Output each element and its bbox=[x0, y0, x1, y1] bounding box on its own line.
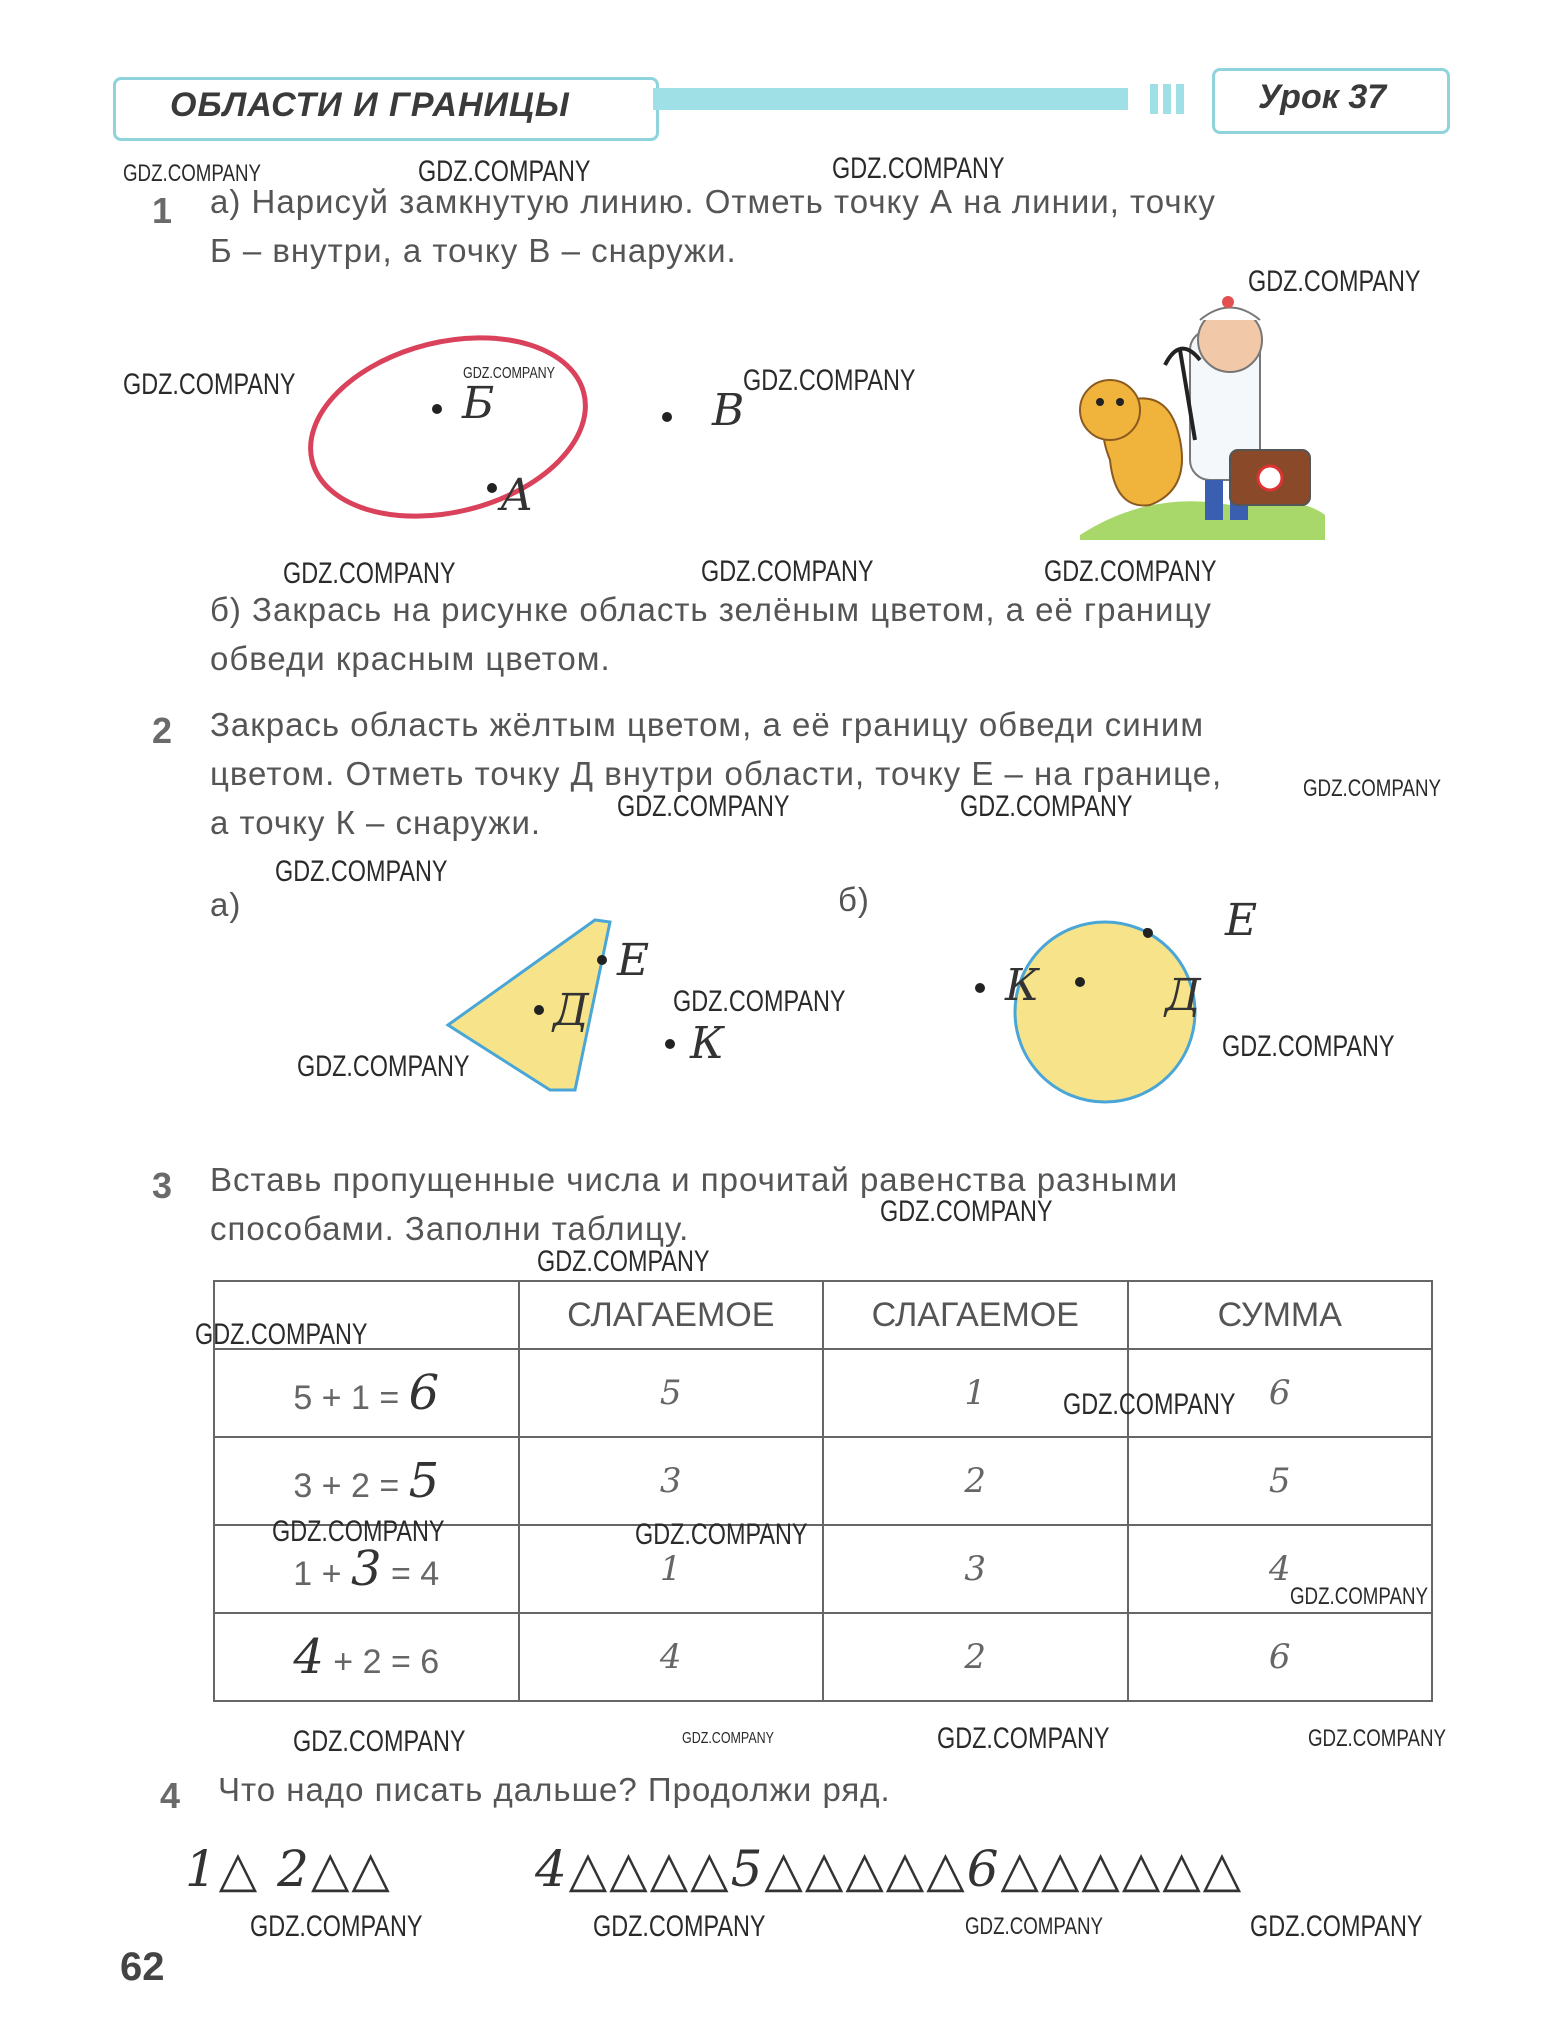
task-2-line1: Закрась область жёлтым цветом, а её границу обведи синим bbox=[210, 706, 1205, 743]
point-v-dot bbox=[660, 410, 674, 424]
watermark: GDZ.COMPANY bbox=[463, 365, 555, 382]
addend-2-cell[interactable]: 3 bbox=[823, 1525, 1128, 1613]
equation-cell: 5 + 1 = 6 bbox=[214, 1349, 519, 1437]
watermark: GDZ.COMPANY bbox=[673, 985, 846, 1018]
watermark: GDZ.COMPANY bbox=[880, 1195, 1053, 1228]
watermark: GDZ.COMPANY bbox=[1303, 775, 1441, 802]
addend-2-cell[interactable]: 2 bbox=[823, 1437, 1128, 1525]
watermark: GDZ.COMPANY bbox=[272, 1515, 445, 1548]
addend-1-cell[interactable]: 1 bbox=[519, 1525, 824, 1613]
watermark: GDZ.COMPANY bbox=[743, 364, 916, 397]
fig-b-point-k-label: К bbox=[1005, 960, 1040, 1011]
watermark: GDZ.COMPANY bbox=[537, 1245, 710, 1278]
table-header-cell: СУММА bbox=[1128, 1281, 1433, 1349]
equation-cell: 3 + 2 = 5 bbox=[214, 1437, 519, 1525]
task-3-number: 3 bbox=[152, 1165, 173, 1206]
watermark: GDZ.COMPANY bbox=[701, 555, 874, 588]
addition-table bbox=[213, 1280, 1433, 1702]
table-header-cell: СЛАГАЕМОЕ bbox=[823, 1281, 1128, 1349]
page-number: 62 bbox=[120, 1945, 165, 1989]
watermark: GDZ.COMPANY bbox=[195, 1318, 368, 1351]
sequence-printed: 1△ 2△△ bbox=[185, 1840, 392, 1898]
point-b-label: Б bbox=[462, 378, 495, 429]
watermark: GDZ.COMPANY bbox=[293, 1725, 466, 1758]
task-2-number: 2 bbox=[152, 710, 173, 751]
watermark: GDZ.COMPANY bbox=[1063, 1388, 1236, 1421]
fig-b-point-e-label: Е bbox=[1225, 895, 1258, 946]
task-2-label-b: б) bbox=[838, 881, 870, 918]
watermark: GDZ.COMPANY bbox=[635, 1518, 808, 1551]
watermark: GDZ.COMPANY bbox=[937, 1722, 1110, 1755]
task-3-line2: способами. Заполни таблицу. bbox=[210, 1210, 690, 1247]
header-stripe bbox=[1176, 84, 1184, 114]
watermark: GDZ.COMPANY bbox=[1248, 265, 1421, 298]
watermark: GDZ.COMPANY bbox=[593, 1910, 766, 1943]
task-1-b-line2: обведи красным цветом. bbox=[210, 640, 611, 677]
sum-cell[interactable]: 6 bbox=[1128, 1349, 1433, 1437]
addend-2-cell[interactable]: 2 bbox=[823, 1613, 1128, 1701]
header-band bbox=[653, 88, 1128, 110]
watermark: GDZ.COMPANY bbox=[1308, 1725, 1446, 1752]
watermark: GDZ.COMPANY bbox=[1250, 1910, 1423, 1943]
sequence-written[interactable]: 4△△△△5△△△△△6△△△△△△ bbox=[535, 1840, 1244, 1898]
point-a-label: А bbox=[500, 470, 534, 521]
doctor-dog-illustration bbox=[1070, 290, 1330, 545]
watermark: GDZ.COMPANY bbox=[123, 368, 296, 401]
task-4-number: 4 bbox=[160, 1775, 181, 1816]
addend-1-cell[interactable]: 4 bbox=[519, 1613, 824, 1701]
table-row bbox=[214, 1437, 1432, 1525]
task-2-line2: цветом. Отметь точку Д внутри области, точку Е – на границе, bbox=[210, 755, 1223, 792]
page-title: ОБЛАСТИ И ГРАНИЦЫ bbox=[170, 86, 570, 124]
watermark: GDZ.COMPANY bbox=[250, 1910, 423, 1943]
task-2-line3: а точку К – снаружи. bbox=[210, 804, 542, 841]
watermark: GDZ.COMPANY bbox=[297, 1050, 470, 1083]
watermark: GDZ.COMPANY bbox=[617, 790, 790, 823]
watermark: GDZ.COMPANY bbox=[275, 855, 448, 888]
equation-cell: 1 + 3 = 4 bbox=[214, 1525, 519, 1613]
sum-cell[interactable]: 5 bbox=[1128, 1437, 1433, 1525]
watermark: GDZ.COMPANY bbox=[123, 160, 261, 187]
closed-line-drawing bbox=[290, 325, 620, 555]
table-row bbox=[214, 1613, 1432, 1701]
lesson-label: Урок 37 bbox=[1258, 78, 1387, 116]
task-1-a-line1: а) Нарисуй замкнутую линию. Отметь точку А на линии, точку bbox=[210, 183, 1216, 220]
watermark: GDZ.COMPANY bbox=[682, 1730, 774, 1747]
fig-a-point-d-label: Д bbox=[553, 985, 589, 1036]
header-stripe bbox=[1150, 84, 1158, 114]
task-1-a-line2: Б – внутри, а точку В – снаружи. bbox=[210, 232, 737, 269]
fig-b-point-d-label: Д bbox=[1165, 970, 1201, 1021]
header-stripe bbox=[1163, 84, 1171, 114]
task-3-line1: Вставь пропущенные числа и прочитай равенства разными bbox=[210, 1161, 1179, 1198]
watermark: GDZ.COMPANY bbox=[832, 152, 1005, 185]
table-header-row bbox=[214, 1281, 1432, 1349]
table-row bbox=[214, 1349, 1432, 1437]
watermark: GDZ.COMPANY bbox=[965, 1913, 1103, 1940]
task-1-b-line1: б) Закрась на рисунке область зелёным цветом, а её границу bbox=[210, 591, 1212, 628]
task-1-number: 1 bbox=[152, 190, 173, 231]
watermark: GDZ.COMPANY bbox=[1290, 1583, 1428, 1610]
watermark: GDZ.COMPANY bbox=[960, 790, 1133, 823]
addend-1-cell[interactable]: 3 bbox=[519, 1437, 824, 1525]
task-2-label-a: а) bbox=[210, 886, 242, 923]
equation-cell: 4 + 2 = 6 bbox=[214, 1613, 519, 1701]
fig-a-point-k-label: К bbox=[690, 1018, 725, 1069]
table-header-cell: СЛАГАЕМОЕ bbox=[519, 1281, 824, 1349]
watermark: GDZ.COMPANY bbox=[418, 155, 591, 188]
watermark: GDZ.COMPANY bbox=[283, 557, 456, 590]
sum-cell[interactable]: 6 bbox=[1128, 1613, 1433, 1701]
addend-2-cell[interactable]: 1 bbox=[823, 1349, 1128, 1437]
point-v-label: В bbox=[712, 385, 745, 436]
sum-cell[interactable]: 4 bbox=[1128, 1525, 1433, 1613]
addend-1-cell[interactable]: 5 bbox=[519, 1349, 824, 1437]
task-4-line1: Что надо писать дальше? Продолжи ряд. bbox=[218, 1771, 891, 1808]
fig-a-point-e-label: Е bbox=[617, 935, 650, 986]
watermark: GDZ.COMPANY bbox=[1044, 555, 1217, 588]
watermark: GDZ.COMPANY bbox=[1222, 1030, 1395, 1063]
